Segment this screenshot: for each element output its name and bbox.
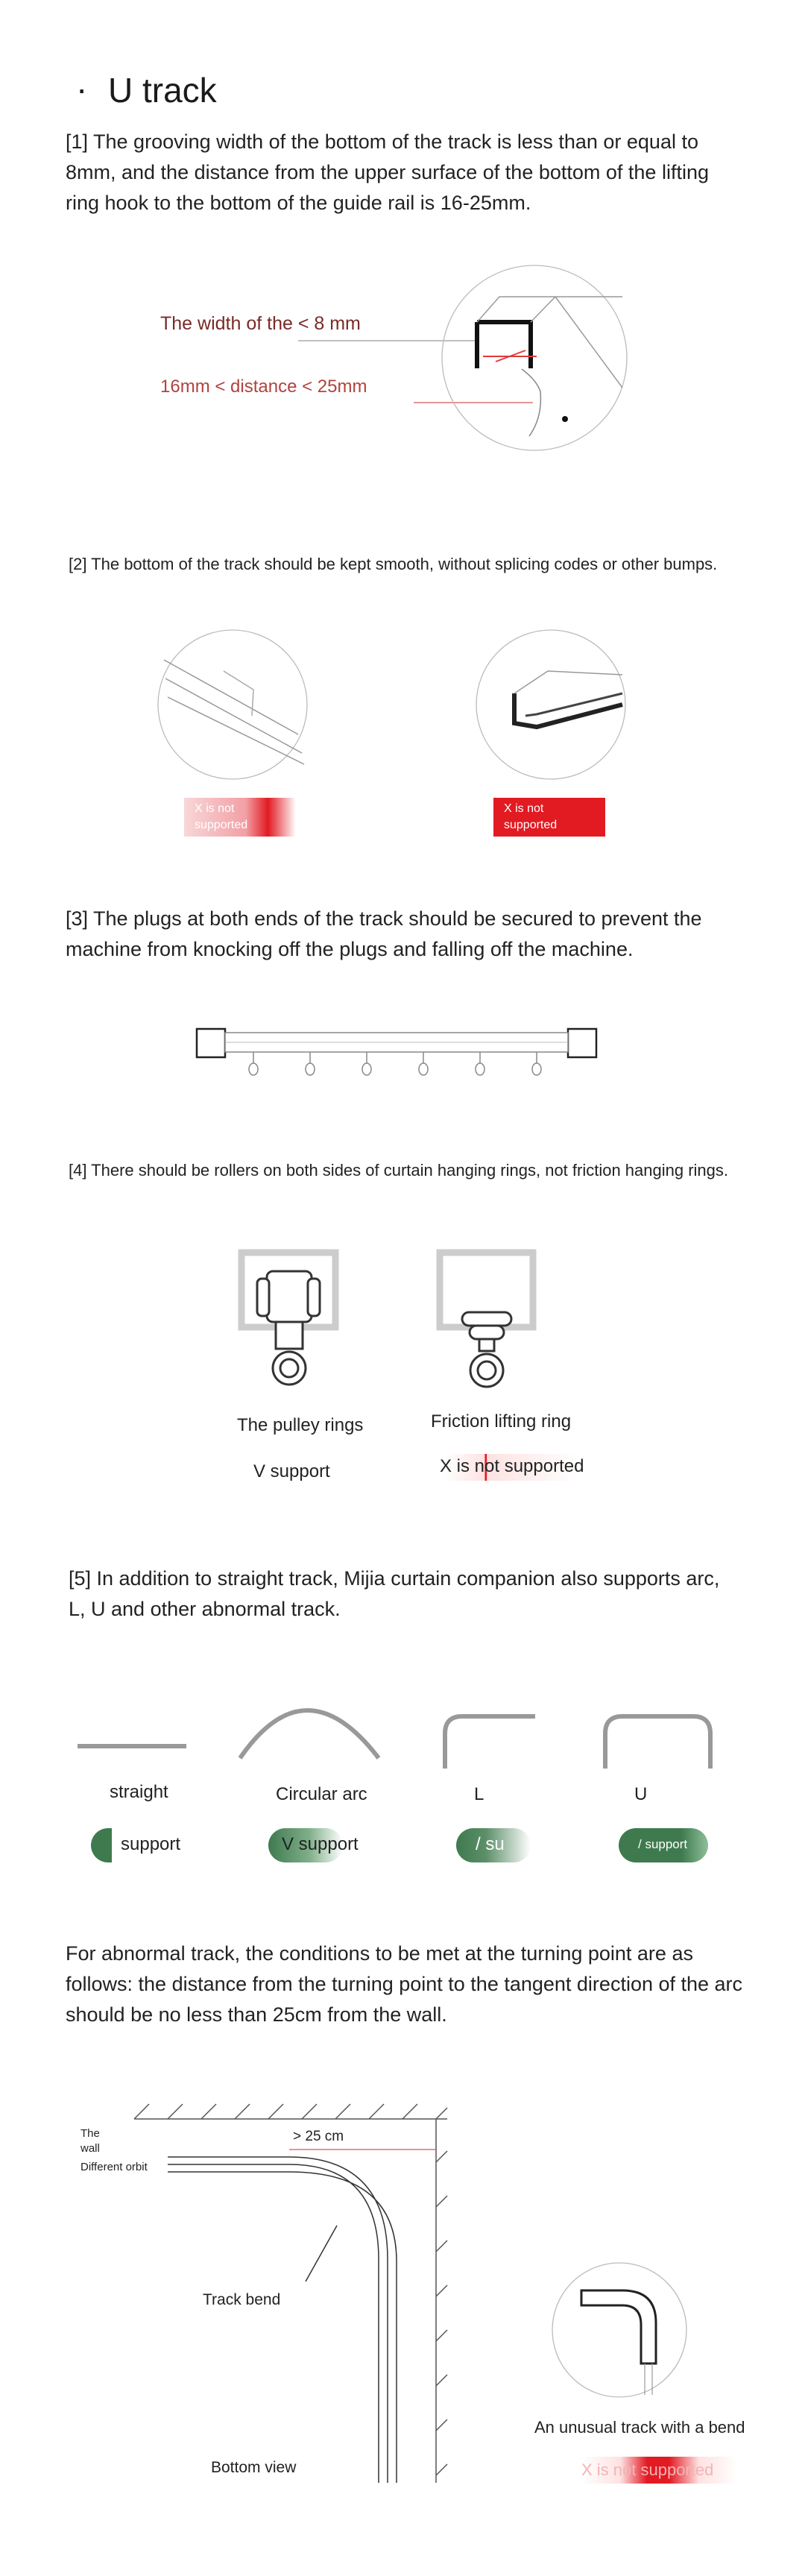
friction-status: X is not supported: [440, 1456, 584, 1476]
unusual-track-status: X is not supported: [581, 2460, 714, 2479]
clearance-distance-label: > 25 cm: [293, 2129, 344, 2144]
abnormal-track-note: For abnormal track, the conditions to be met at the turning point are as follows: the distance from the turning point to the tangent direction of the arc should be no less than 25cm from the wall.: [66, 1942, 743, 2026]
friction-ring-label: Friction lifting ring: [431, 1411, 572, 1432]
orbit-label: Different orbit: [80, 2161, 148, 2173]
rule-5-text: [5] In addition to straight track, Mijia curtain companion also supports arc, L, U and other abnormal track.: [69, 1567, 720, 1620]
track-label-straight: straight: [110, 1782, 168, 1802]
track-status-l: / su: [476, 1834, 505, 1854]
rule-2-text: [2] The bottom of the track should be kept smooth, without splicing codes or other bumps.: [69, 555, 718, 573]
wall-label-line-1: The: [80, 2127, 100, 2140]
unusual-track-label: An unusual track with a bend: [534, 2418, 745, 2437]
track-status-u: / support: [638, 1837, 688, 1851]
pulley-rings-label: The pulley rings: [237, 1415, 364, 1435]
badge-not-supported-left: X is not supported: [184, 798, 296, 837]
wall-label-line-2: wall: [80, 2142, 100, 2155]
track-status-arc: V support: [282, 1834, 359, 1854]
track-label-l: L: [474, 1784, 484, 1804]
pulley-status: V support: [253, 1461, 330, 1481]
rule-3-text: [3] The plugs at both ends of the track should be secured to prevent the machine from knocking off the plugs and falling off the machine.: [66, 907, 702, 960]
track-label-u: U: [634, 1784, 648, 1804]
rule-1-text: [1] The grooving width of the bottom of the track is less than or equal to 8mm, and the distance from the upper surface of the bottom of the lifting ring hook to the bottom of the guide rail is 16-25mm.: [66, 130, 709, 214]
bottom-view-label: Bottom view: [211, 2459, 297, 2476]
badge-not-supported-right: X is not supported: [493, 798, 605, 837]
track-label-arc: Circular arc: [276, 1784, 367, 1804]
section-bullet: ·: [76, 69, 88, 108]
track-status-straight: support: [121, 1834, 181, 1854]
page-title: U track: [108, 71, 217, 110]
width-label: The width of the < 8 mm: [160, 313, 361, 334]
rule-4-text: [4] There should be rollers on both sides of curtain hanging rings, not friction hanging rings.: [69, 1161, 729, 1180]
track-bend-label: Track bend: [203, 2291, 281, 2308]
distance-label: 16mm < distance < 25mm: [160, 377, 367, 397]
